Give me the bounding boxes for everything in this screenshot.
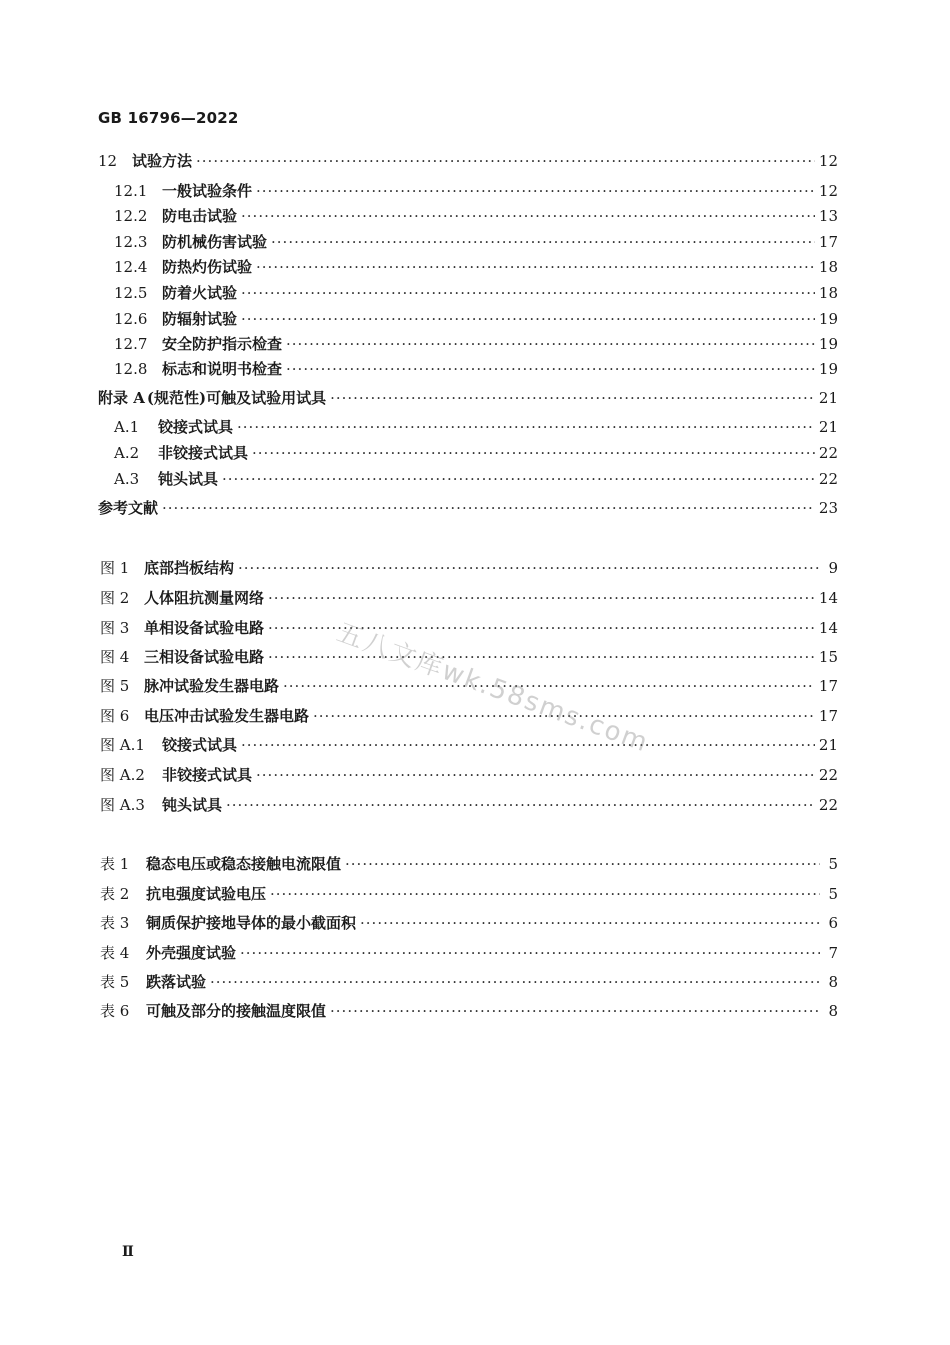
figure-entry-page: 17 xyxy=(818,707,838,725)
dot-leader xyxy=(240,942,820,964)
dot-leader xyxy=(241,308,815,330)
figure-entry[interactable] xyxy=(100,617,838,639)
table-entry-title: 铜质保护接地导体的最小截面积 xyxy=(146,914,357,932)
figure-entry-page: 9 xyxy=(828,559,838,577)
figure-entry-title: 三相设备试验电路 xyxy=(144,648,265,666)
toc-entry-title: 一般试验条件 xyxy=(162,182,253,200)
dot-leader xyxy=(241,734,815,756)
figure-entry-number: 图 A.2 xyxy=(100,766,145,784)
toc-entry-number: A.1 xyxy=(114,418,140,436)
dot-leader xyxy=(237,416,815,438)
figure-entry[interactable] xyxy=(100,705,838,727)
toc-entry[interactable] xyxy=(114,205,838,227)
figure-entry[interactable] xyxy=(100,764,838,786)
dot-leader xyxy=(256,256,815,278)
table-entry-number: 表 2 xyxy=(100,885,130,903)
toc-entry-number: 12 xyxy=(98,152,118,170)
toc-entry-page: 19 xyxy=(818,310,838,328)
toc-entry[interactable] xyxy=(114,442,838,464)
table-entry-page: 7 xyxy=(828,944,838,962)
dot-leader xyxy=(268,587,815,609)
figure-entry-page: 17 xyxy=(818,677,838,695)
figure-entry-title: 电压冲击试验发生器电路 xyxy=(144,707,310,725)
toc-entry-annex[interactable] xyxy=(98,387,838,409)
dot-leader xyxy=(241,205,815,227)
dot-leader xyxy=(256,180,815,202)
toc-entry[interactable] xyxy=(114,416,838,438)
table-entry[interactable] xyxy=(100,912,838,934)
figure-entry[interactable] xyxy=(100,794,838,816)
table-entry[interactable] xyxy=(100,1000,838,1022)
toc-entry[interactable] xyxy=(98,150,838,172)
figure-entry-title: 脉冲试验发生器电路 xyxy=(144,677,280,695)
table-entry-title: 外壳强度试验 xyxy=(146,944,237,962)
toc-entry-number: A.3 xyxy=(114,470,140,488)
table-entry-title: 抗电强度试验电压 xyxy=(146,885,267,903)
toc-entry-title: 防机械伤害试验 xyxy=(162,233,268,251)
toc-entry-number: 12.8 xyxy=(114,360,148,378)
figure-entry-number: 图 6 xyxy=(100,707,130,725)
table-entry-number: 表 4 xyxy=(100,944,130,962)
toc-entry-page: 12 xyxy=(818,152,838,170)
figure-entry-page: 22 xyxy=(818,796,838,814)
figure-entry-number: 图 A.3 xyxy=(100,796,145,814)
figure-entry-page: 22 xyxy=(818,766,838,784)
toc-entry-page: 21 xyxy=(818,389,838,407)
toc-entry-title: (规范性)可触及试验用试具 xyxy=(146,389,327,407)
dot-leader xyxy=(226,794,815,816)
toc-entry-number: 12.6 xyxy=(114,310,148,328)
toc-entry-title: 钝头试具 xyxy=(158,470,219,488)
standard-code-header: GB 16796—2022 xyxy=(98,109,239,127)
dot-leader xyxy=(345,853,820,875)
toc-entry-page: 19 xyxy=(818,360,838,378)
table-entry-page: 6 xyxy=(828,914,838,932)
figure-entry-number: 图 5 xyxy=(100,677,130,695)
figure-entry-number: 图 2 xyxy=(100,589,130,607)
dot-leader xyxy=(196,150,815,172)
toc-entry[interactable] xyxy=(114,256,838,278)
toc-entry-title: 非铰接式试具 xyxy=(158,444,249,462)
toc-entry-page: 12 xyxy=(818,182,838,200)
table-entry[interactable] xyxy=(100,942,838,964)
table-entry-title: 稳态电压或稳态接触电流限值 xyxy=(146,855,342,873)
dot-leader xyxy=(330,387,815,409)
toc-entry-title: 防电击试验 xyxy=(162,207,238,225)
figure-entry-title: 非铰接式试具 xyxy=(162,766,253,784)
toc-entry-number: 12.1 xyxy=(114,182,148,200)
toc-entry[interactable] xyxy=(114,231,838,253)
toc-entry-page: 23 xyxy=(818,499,838,517)
toc-entry-title: 标志和说明书检查 xyxy=(162,360,283,378)
dot-leader xyxy=(222,468,815,490)
toc-entry-title: 参考文献 xyxy=(98,499,159,517)
page-number-footer: Ⅱ xyxy=(122,1244,134,1260)
toc-entry-title: 防热灼伤试验 xyxy=(162,258,253,276)
figure-entry-page: 14 xyxy=(818,619,838,637)
toc-entry[interactable] xyxy=(114,282,838,304)
toc-entry-bibliography[interactable] xyxy=(98,497,838,519)
table-entry-number: 表 1 xyxy=(100,855,130,873)
figure-entry-title: 铰接式试具 xyxy=(162,736,238,754)
toc-entry-title: 防辐射试验 xyxy=(162,310,238,328)
toc-entry-number: 12.2 xyxy=(114,207,148,225)
toc-entry[interactable] xyxy=(114,180,838,202)
toc-entry-number: 12.5 xyxy=(114,284,148,302)
toc-entry-page: 13 xyxy=(818,207,838,225)
figure-entry-title: 钝头试具 xyxy=(162,796,223,814)
figure-entry[interactable] xyxy=(100,557,838,579)
dot-leader xyxy=(271,231,815,253)
figure-entry-page: 21 xyxy=(818,736,838,754)
toc-entry-title: 防着火试验 xyxy=(162,284,238,302)
toc-entry-page: 22 xyxy=(818,444,838,462)
toc-entry-number: 12.4 xyxy=(114,258,148,276)
toc-entry-page: 21 xyxy=(818,418,838,436)
dot-leader xyxy=(286,333,815,355)
table-entry-page: 8 xyxy=(828,1002,838,1020)
figure-entry-number: 图 1 xyxy=(100,559,130,577)
toc-entry[interactable] xyxy=(114,333,838,355)
table-entry-page: 5 xyxy=(828,885,838,903)
figure-entry-number: 图 3 xyxy=(100,619,130,637)
toc-entry-title: 试验方法 xyxy=(132,152,193,170)
toc-entry[interactable] xyxy=(114,308,838,330)
toc-entry-number: 12.3 xyxy=(114,233,148,251)
toc-entry-number: 附录 A xyxy=(98,389,145,407)
dot-leader xyxy=(210,971,820,993)
dot-leader xyxy=(241,282,815,304)
dot-leader xyxy=(238,557,820,579)
toc-entry-number: 12.7 xyxy=(114,335,148,353)
table-entry-number: 表 6 xyxy=(100,1002,130,1020)
table-entry-page: 8 xyxy=(828,973,838,991)
figure-entry-title: 单相设备试验电路 xyxy=(144,619,265,637)
table-entry[interactable] xyxy=(100,853,838,875)
table-entry-number: 表 5 xyxy=(100,973,130,991)
figure-entry-number: 图 4 xyxy=(100,648,130,666)
toc-entry-page: 17 xyxy=(818,233,838,251)
toc-entry-title: 铰接式试具 xyxy=(158,418,234,436)
table-entry[interactable] xyxy=(100,971,838,993)
toc-entry-number: A.2 xyxy=(114,444,140,462)
toc-entry[interactable] xyxy=(114,468,838,490)
dot-leader xyxy=(330,1000,820,1022)
toc-entry-page: 18 xyxy=(818,258,838,276)
watermark-text: 五八文库wk.58sms.com xyxy=(332,617,653,759)
toc-entry-page: 19 xyxy=(818,335,838,353)
dot-leader xyxy=(162,497,815,519)
figure-entry-page: 14 xyxy=(818,589,838,607)
toc-entry-title: 安全防护指示检查 xyxy=(162,335,283,353)
toc-entry[interactable] xyxy=(114,358,838,380)
figure-entry-number: 图 A.1 xyxy=(100,736,145,754)
dot-leader xyxy=(360,912,820,934)
figure-entry[interactable] xyxy=(100,734,838,756)
table-entry-title: 跌落试验 xyxy=(146,973,207,991)
table-entry-page: 5 xyxy=(828,855,838,873)
figure-entry[interactable] xyxy=(100,587,838,609)
dot-leader xyxy=(286,358,815,380)
toc-entry-page: 18 xyxy=(818,284,838,302)
dot-leader xyxy=(256,764,815,786)
figure-entry-title: 底部挡板结构 xyxy=(144,559,235,577)
figure-entry-title: 人体阻抗测量网络 xyxy=(144,589,265,607)
toc-entry-page: 22 xyxy=(818,470,838,488)
figure-entry-page: 15 xyxy=(818,648,838,666)
table-entry-number: 表 3 xyxy=(100,914,130,932)
dot-leader xyxy=(270,883,820,905)
table-entry-title: 可触及部分的接触温度限值 xyxy=(146,1002,327,1020)
table-entry[interactable] xyxy=(100,883,838,905)
dot-leader xyxy=(252,442,815,464)
